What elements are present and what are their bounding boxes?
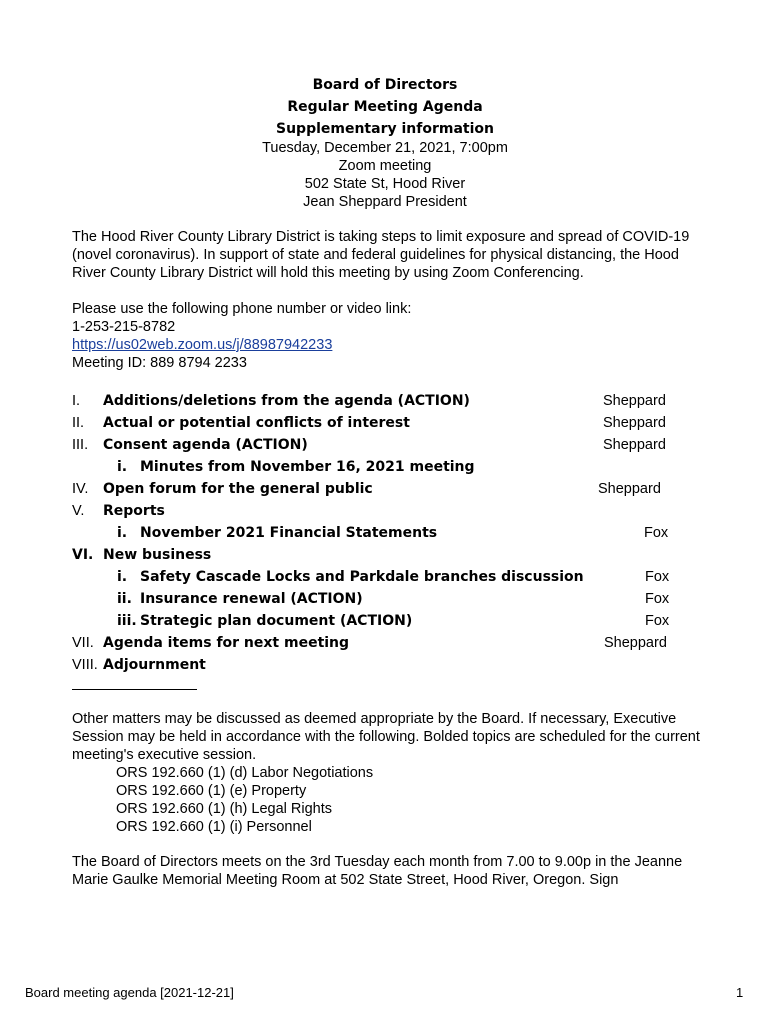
ors-item: ORS 192.660 (1) (h) Legal Rights xyxy=(116,801,332,817)
agenda-label: Reports xyxy=(103,503,165,519)
agenda-item xyxy=(0,655,770,677)
meeting-date: Tuesday, December 21, 2021, 7:00pm xyxy=(262,140,508,156)
title-supplementary-information: Supplementary information xyxy=(276,121,494,137)
agenda-presenter: Sheppard xyxy=(603,393,666,409)
agenda-presenter: Sheppard xyxy=(598,481,661,497)
agenda-subitem xyxy=(0,567,770,589)
title-regular-meeting-agenda: Regular Meeting Agenda xyxy=(287,99,483,115)
agenda-item xyxy=(0,413,770,435)
meeting-id: Meeting ID: 889 8794 2233 xyxy=(72,355,247,371)
agenda-item xyxy=(0,633,770,655)
closing-paragraph: The Board of Directors meets on the 3rd Tuesday each month from 7.00 to 9.00p in the Jeanne Marie Gaulke Memorial Meeting Room at 502 State Street, Hood River, Oregon. Sign xyxy=(72,854,683,888)
agenda-label: New business xyxy=(103,547,212,563)
agenda-label: Open forum for the general public xyxy=(103,481,373,497)
contact-lead: Please use the following phone number or video link: xyxy=(72,301,412,317)
agenda-number: VIII. xyxy=(72,657,98,673)
agenda-sub-number: i. xyxy=(117,459,128,475)
agenda-label: Strategic plan document (ACTION) xyxy=(140,613,413,629)
meeting-venue: Zoom meeting xyxy=(338,158,432,174)
agenda-label: Insurance renewal (ACTION) xyxy=(140,591,363,607)
meeting-address: 502 State St, Hood River xyxy=(304,176,466,192)
agenda-number: VII. xyxy=(72,635,94,651)
ors-item: ORS 192.660 (1) (e) Property xyxy=(116,783,307,799)
other-matters-paragraph: Other matters may be discussed as deemed appropriate by the Board. If necessary, Executive Session may be held in accordance with the following. Bolded topics are scheduled for the current meeting's executive session. xyxy=(72,711,700,763)
agenda-presenter: Fox xyxy=(645,569,670,585)
agenda-item xyxy=(0,479,770,501)
agenda-subitem xyxy=(0,457,770,479)
divider-line xyxy=(72,689,197,690)
agenda-item xyxy=(0,435,770,457)
footer-title: Board meeting agenda [2021-12-21] xyxy=(25,985,234,1000)
agenda-subitem xyxy=(0,589,770,611)
page-number: 1 xyxy=(736,985,744,1000)
agenda-number: IV. xyxy=(72,481,89,497)
meeting-president: Jean Sheppard President xyxy=(303,194,467,210)
agenda-label: Minutes from November 16, 2021 meeting xyxy=(140,459,475,475)
contact-phone: 1-253-215-8782 xyxy=(72,319,176,335)
zoom-link[interactable]: https://us02web.zoom.us/j/88987942233 xyxy=(72,337,333,353)
ors-item: ORS 192.660 (1) (d) Labor Negotiations xyxy=(116,765,374,781)
agenda-label: Additions/deletions from the agenda (ACTION) xyxy=(103,393,470,409)
agenda-sub-number: i. xyxy=(117,569,128,585)
agenda-label: Agenda items for next meeting xyxy=(103,635,350,651)
agenda-presenter: Fox xyxy=(645,591,670,607)
agenda-subitem xyxy=(0,523,770,545)
agenda-number: II. xyxy=(72,415,85,431)
agenda-subitem xyxy=(0,611,770,633)
ors-item: ORS 192.660 (1) (i) Personnel xyxy=(116,819,312,835)
agenda-sub-number: iii. xyxy=(117,613,137,629)
agenda-label: Adjournment xyxy=(103,657,206,673)
title-board-of-directors: Board of Directors xyxy=(312,77,458,93)
agenda-number: III. xyxy=(72,437,89,453)
agenda-label: Consent agenda (ACTION) xyxy=(103,437,308,453)
agenda-presenter: Sheppard xyxy=(604,635,667,651)
agenda-presenter: Sheppard xyxy=(603,415,666,431)
agenda-label: Safety Cascade Locks and Parkdale branches discussion xyxy=(140,569,584,585)
agenda-presenter: Fox xyxy=(644,525,669,541)
agenda-label: Actual or potential conflicts of interest xyxy=(103,415,410,431)
agenda-item xyxy=(0,501,770,523)
agenda-number: I. xyxy=(72,393,81,409)
agenda-item xyxy=(0,391,770,413)
agenda-number: V. xyxy=(72,503,85,519)
intro-paragraph: The Hood River County Library District is taking steps to limit exposure and spread of COVID-19 (novel coronavirus). In support of state and federal guidelines for physical distancing, the Hood River County Library District will hold this meeting by using Zoom Conferencing. xyxy=(72,229,690,281)
agenda-item xyxy=(0,545,770,567)
agenda-sub-number: i. xyxy=(117,525,128,541)
agenda-presenter: Fox xyxy=(645,613,670,629)
agenda-presenter: Sheppard xyxy=(603,437,666,453)
agenda-label: November 2021 Financial Statements xyxy=(140,525,438,541)
agenda-number: VI. xyxy=(72,547,94,563)
agenda-sub-number: ii. xyxy=(117,591,132,607)
